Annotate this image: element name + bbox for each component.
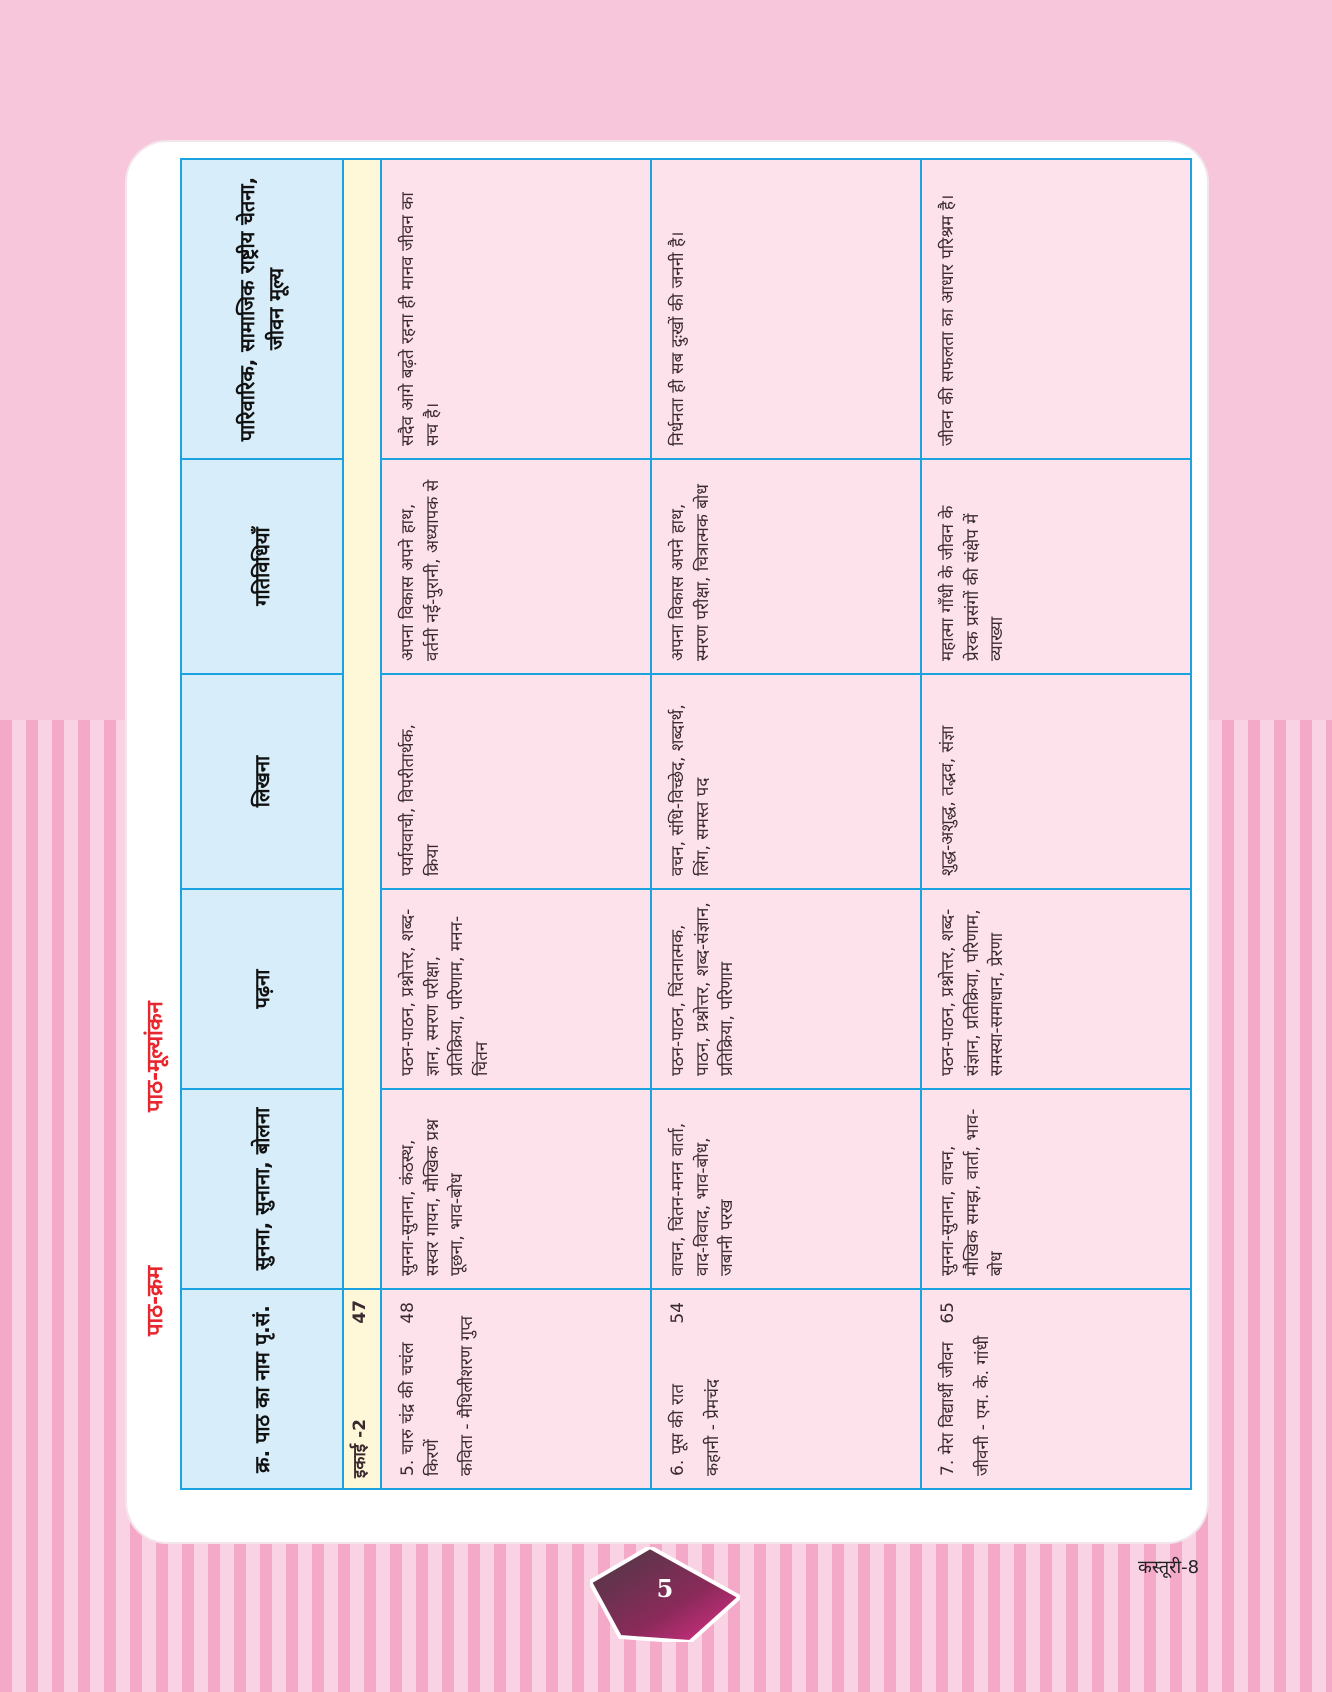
- unit-page: 47: [350, 1300, 370, 1324]
- header-listening: सुनना, सुनाना, बोलना: [181, 1089, 343, 1289]
- table-row: [921, 159, 1191, 1489]
- page-number-badge: [590, 1547, 740, 1642]
- lesson-page: 48: [398, 1302, 418, 1324]
- curriculum-table-sheet: [180, 160, 1192, 1490]
- header-values: पारिवारिक, सामाजिक राष्ट्रीय चेतना, जीवन मूल्य: [181, 159, 343, 459]
- lesson-page: 65: [938, 1302, 958, 1324]
- reading-cell: पठन-पाठन, प्रश्नोत्तर, शब्द-संज्ञान, प्रतिक्रिया, परिणाम, समस्या-समाधान, प्रेरणा: [921, 889, 1191, 1089]
- activities-cell: महात्मा गाँधी के जीवन के प्रेरक प्रसंगों की संक्षेप में व्याख्या: [921, 459, 1191, 674]
- lesson-title: 6. पूस की रात: [668, 1383, 688, 1476]
- lesson-author: जीवनी - एम. के. गांधी: [972, 1335, 993, 1476]
- header-writing: लिखना: [181, 674, 343, 889]
- values-cell: निर्धनता ही सब दुःखों की जननी है।: [651, 159, 921, 459]
- lesson-cell: [921, 1289, 1191, 1489]
- activities-cell: अपना विकास अपने हाथ, वर्तनी नई-पुरानी, अध्यापक से: [381, 459, 651, 674]
- listening-cell: सुनना-सुनाना, कंठस्थ, सस्वर गायन, मौखिक प्रश्न पूछना, भाव-बोध: [381, 1089, 651, 1289]
- sequence-label: पाठ-क्रम: [143, 1265, 168, 1336]
- unit-cell: [343, 1289, 381, 1489]
- unit-spacer: [343, 159, 381, 1289]
- reading-cell: पठन-पाठन, चिंतनात्मक, पाठन, प्रश्नोत्तर, शब्द-संज्ञान, प्रतिक्रिया, परिणाम: [651, 889, 921, 1089]
- activities-cell: अपना विकास अपने हाथ, स्मरण परीक्षा, चित्रात्मक बोध: [651, 459, 921, 674]
- lesson-cell: [381, 1289, 651, 1489]
- listening-cell: सुनना-सुनाना, वाचन, मौखिक समझ, वार्ता, भाव-बोध: [921, 1089, 1191, 1289]
- header-activities: गतिविधियाँ: [181, 459, 343, 674]
- book-title: कस्तूरी-8: [1138, 1557, 1200, 1578]
- lesson-page: 54: [668, 1302, 688, 1324]
- writing-cell: वचन, संधि-विच्छेद, शब्दार्थ, लिंग, समस्त पद: [651, 674, 921, 889]
- header-row: [181, 159, 343, 1489]
- values-cell: सदैव आगे बढ़ते रहना ही मानव जीवन का सच है।: [381, 159, 651, 459]
- table-row: [651, 159, 921, 1489]
- reading-cell: पठन-पाठन, प्रश्नोत्तर, शब्द-ज्ञान, स्मरण परीक्षा, प्रतिक्रिया, परिणाम, मनन-चिंतन: [381, 889, 651, 1089]
- unit-row: [343, 159, 381, 1489]
- table-row: [381, 159, 651, 1489]
- values-cell: जीवन की सफलता का आधार परिश्रम है।: [921, 159, 1191, 459]
- page-number: 5: [656, 1574, 674, 1603]
- listening-cell: वाचन, चिंतन-मनन वार्ता, वाद-विवाद, भाव-बोध, जबानी परख: [651, 1089, 921, 1289]
- lesson-author: कविता - मैथिलीशरण गुप्त: [457, 1315, 478, 1476]
- writing-cell: शुद्ध-अशुद्ध, तद्भव, संज्ञा: [921, 674, 1191, 889]
- lesson-author: कहानी - प्रेमचंद: [702, 1379, 723, 1476]
- unit-label: इकाई -2: [350, 1419, 370, 1478]
- lesson-title: 7. मेरा विद्यार्थी जीवन: [938, 1341, 958, 1476]
- header-reading: पढ़ना: [181, 889, 343, 1089]
- header-lesson: क्र. पाठ का नाम पृ.सं.: [181, 1289, 343, 1489]
- evaluation-label: पाठ-मूल्यांकन: [143, 1001, 168, 1112]
- lesson-cell: [651, 1289, 921, 1489]
- curriculum-table: [180, 158, 1192, 1490]
- writing-cell: पर्यायवाची, विपरीतार्थक, क्रिया: [381, 674, 651, 889]
- lesson-title: 5. चारु चंद्र की चचंल किरणें: [398, 1342, 443, 1476]
